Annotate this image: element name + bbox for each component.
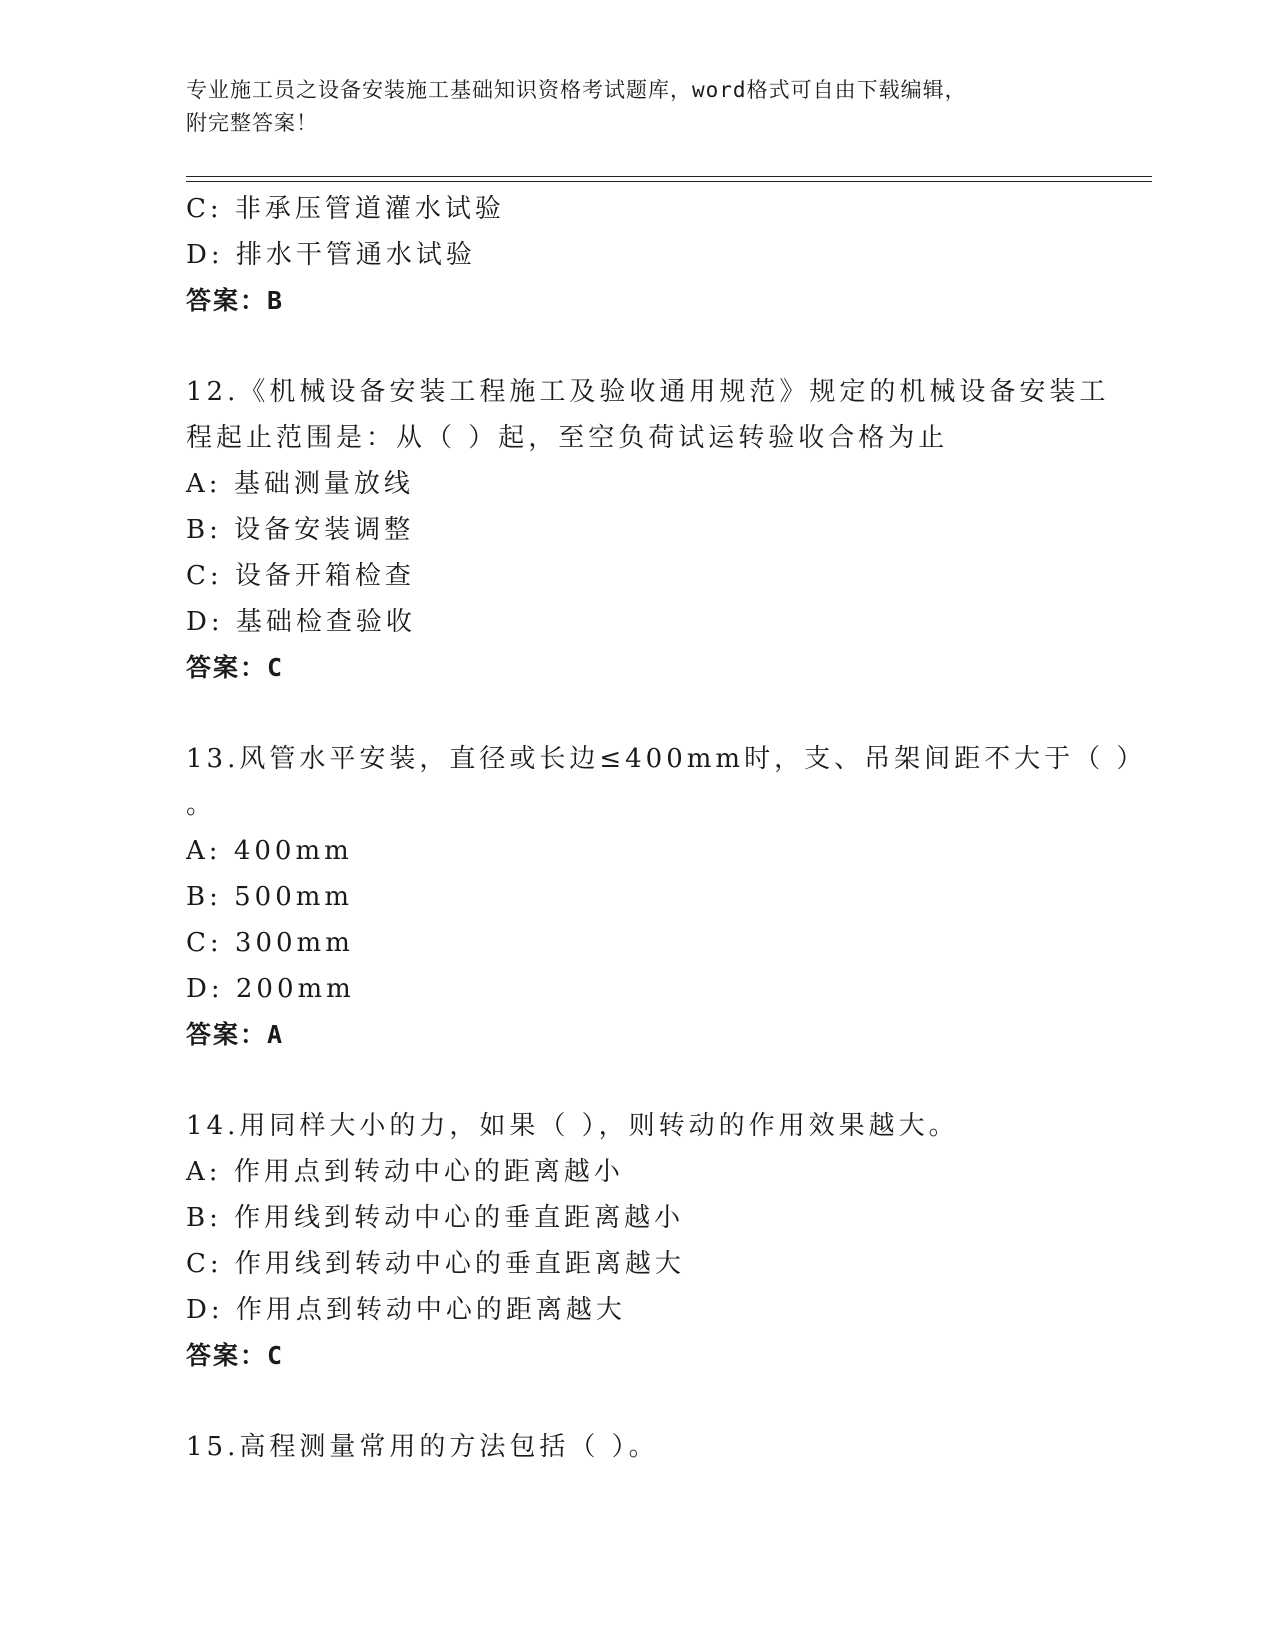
question-text [186, 1424, 1086, 1470]
option-d [186, 966, 1086, 1012]
spacer [186, 324, 1086, 369]
question-number: 12. [186, 377, 240, 407]
option-text: 基础测量放线 [233, 469, 414, 499]
option-label: D: [186, 607, 224, 637]
question-text [186, 736, 1147, 782]
header-line-2: 附完整答案！ [186, 111, 318, 135]
option-text: 设备开箱检查 [234, 561, 415, 591]
option-label: D: [186, 1295, 224, 1325]
option-b [186, 1195, 1086, 1241]
question-14 [186, 1103, 1086, 1379]
question-text-line-1: 高程测量常用的方法包括（ ）。 [239, 1432, 659, 1462]
option-a [186, 828, 1086, 874]
option-c [186, 1241, 1086, 1287]
header-divider-bottom [186, 181, 1152, 182]
option-d [186, 232, 1086, 278]
answer: 答案：C [186, 653, 285, 682]
option-label: C: [186, 1249, 223, 1279]
option-label: C: [186, 561, 223, 591]
answer: 答案：B [186, 286, 285, 315]
question-list [186, 186, 1147, 1470]
question-12 [186, 369, 1110, 691]
option-text: 作用点到转动中心的距离越大 [235, 1295, 626, 1325]
option-c [186, 553, 1086, 599]
prev-question [186, 186, 1086, 324]
option-text: 作用线到转动中心的垂直距离越小 [234, 1203, 685, 1233]
option-text: 排水干管通水试验 [235, 240, 476, 270]
question-text [186, 369, 1110, 415]
question-text-line-2: 。 [186, 790, 217, 820]
option-a [186, 461, 1086, 507]
question-13 [186, 736, 1147, 1058]
option-text: 作用点到转动中心的距离越小 [233, 1157, 624, 1187]
option-label: D: [186, 974, 224, 1004]
option-b [186, 507, 1086, 553]
option-text: 200mm [235, 974, 355, 1004]
header-divider-top [186, 176, 1152, 177]
option-label: C: [186, 194, 223, 224]
option-c [186, 186, 1086, 232]
option-d [186, 1287, 1086, 1333]
document-header [186, 74, 1086, 140]
spacer [186, 1058, 1086, 1103]
answer: 答案：C [186, 1341, 285, 1370]
option-text: 300mm [234, 928, 354, 958]
question-text-line-1: 风管水平安装，直径或长边≤400mm时，支、吊架间距不大于（ ） [239, 744, 1147, 774]
option-text: 400mm [233, 836, 353, 866]
option-label: A: [186, 1157, 222, 1187]
option-c [186, 920, 1086, 966]
question-number: 13. [186, 744, 240, 774]
option-label: A: [186, 469, 222, 499]
option-text: 设备安装调整 [234, 515, 415, 545]
header-line-1: 专业施工员之设备安装施工基础知识资格考试题库，word格式可自由下载编辑， [186, 78, 967, 102]
question-text-line-2: 程起止范围是：从（ ）起，至空负荷试运转验收合格为止 [186, 423, 949, 453]
option-label: D: [186, 240, 224, 270]
option-a [186, 1149, 1086, 1195]
question-text-line-1: 用同样大小的力，如果（ ），则转动的作用效果越大。 [239, 1111, 959, 1141]
option-label: C: [186, 928, 223, 958]
spacer [186, 691, 1086, 736]
question-text [186, 1103, 1086, 1149]
option-label: A: [186, 836, 222, 866]
option-d [186, 599, 1086, 645]
option-label: B: [186, 882, 222, 912]
option-label: B: [186, 515, 222, 545]
answer: 答案：A [186, 1020, 285, 1049]
question-number: 14. [186, 1111, 240, 1141]
option-b [186, 874, 1086, 920]
option-label: B: [186, 1203, 222, 1233]
spacer [186, 1379, 1086, 1424]
option-text: 基础检查验收 [235, 607, 416, 637]
option-text: 非承压管道灌水试验 [234, 194, 505, 224]
question-15 [186, 1424, 1086, 1470]
question-text-line-1: 《机械设备安装工程施工及验收通用规范》规定的机械设备安装工 [239, 377, 1110, 407]
option-text: 作用线到转动中心的垂直距离越大 [234, 1249, 685, 1279]
question-number: 15. [186, 1432, 240, 1462]
option-text: 500mm [234, 882, 354, 912]
